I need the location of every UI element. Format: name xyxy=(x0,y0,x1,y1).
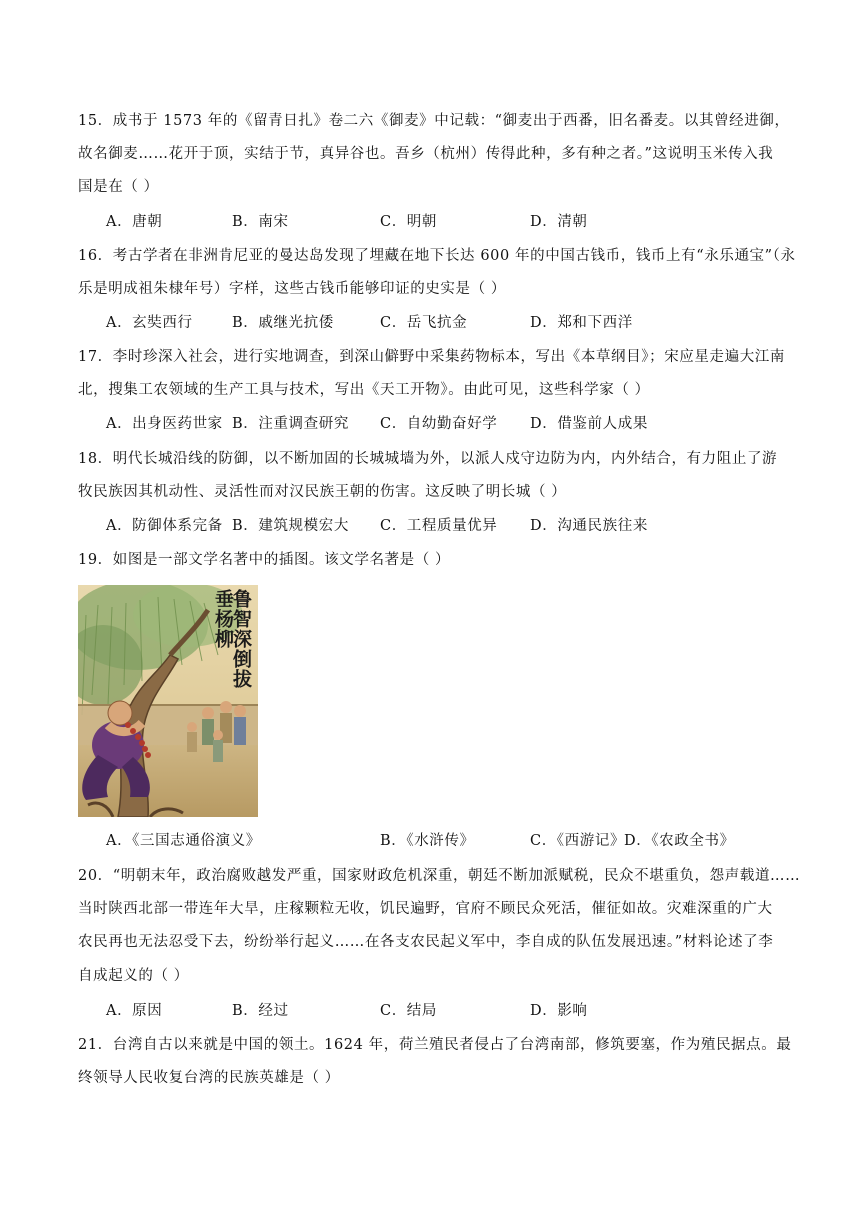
q16-option-a: A．玄奘西行 xyxy=(106,315,193,331)
q17-option-b: B．注重调查研究 xyxy=(232,416,349,432)
q19-option-c: C．《西游记》 xyxy=(530,833,626,849)
q21-line-2: 终领导人民收复台湾的民族英雄是（ ） xyxy=(78,1070,340,1086)
caption-line-2: 垂杨柳 xyxy=(212,589,234,649)
q16-option-c: C．岳飞抗金 xyxy=(380,315,468,331)
q16-line-2: 乐是明成祖朱棣年号）字样，这些古钱币能够印证的史实是（ ） xyxy=(78,281,507,297)
q18-option-c: C．工程质量优异 xyxy=(380,518,498,534)
q19-option-b: B．《水浒传》 xyxy=(380,833,475,849)
q15-option-d: D．清朝 xyxy=(530,214,588,230)
q19-option-a: A．《三国志通俗演义》 xyxy=(106,833,261,849)
q20-line-1: 20．“明朝末年，政治腐败越发严重，国家财政危机深重，朝廷不断加派赋税，民众不堪重负，怨声载道…… xyxy=(78,868,801,884)
q17-option-d: D．借鉴前人成果 xyxy=(530,416,648,432)
q17-option-a: A．出身医药世家 xyxy=(106,416,223,432)
q18-option-a: A．防御体系完备 xyxy=(106,518,223,534)
q15-line-3: 国是在（ ） xyxy=(78,179,159,195)
q15-line-1: 15．成书于 1573 年的《留青日扎》卷二六《御麦》中记载：“御麦出于西番，旧名番麦。以其曾经进御， xyxy=(78,113,790,129)
caption-line-1: 鲁智深倒拔 xyxy=(230,589,252,689)
q18-line-2: 牧民族因其机动性、灵活性而对汉民族王朝的伤害。这反映了明长城（ ） xyxy=(78,484,567,500)
q20-line-2: 当时陕西北部一带连年大旱，庄稼颗粒无收，饥民遍野，官府不顾民众死活，催征如故。灾难深重的广大 xyxy=(78,901,773,917)
q15-line-2: 故名御麦……花开于顶，实结于节，真异谷也。吾乡（杭州）传得此种，多有种之者。”这说明玉米传入我 xyxy=(78,146,774,162)
q17-line-2: 北，搜集工农领域的生产工具与技术，写出《天工开物》。由此可见，这些科学家（ ） xyxy=(78,382,650,398)
q18-line-1: 18．明代长城沿线的防御，以不断加固的长城城墙为外，以派人戍守边防为内，内外结合，有力阻止了游 xyxy=(78,451,778,467)
illustration-lu-zhishen xyxy=(78,585,258,817)
q20-option-d: D．影响 xyxy=(530,1003,588,1019)
q16-option-d: D．郑和下西洋 xyxy=(530,315,633,331)
q20-option-c: C．结局 xyxy=(380,1003,437,1019)
q15-option-a: A．唐朝 xyxy=(106,214,163,230)
q20-option-b: B．经过 xyxy=(232,1003,289,1019)
q15-option-c: C．明朝 xyxy=(380,214,437,230)
q20-line-4: 自成起义的（ ） xyxy=(78,968,189,984)
q15-option-b: B．南宋 xyxy=(232,214,289,230)
q20-line-3: 农民再也无法忍受下去，纷纷举行起义……在各支农民起义军中，李自成的队伍发展迅速。”材料论述了李 xyxy=(78,934,774,950)
q18-option-d: D．沟通民族往来 xyxy=(530,518,648,534)
q17-option-c: C．自幼勤奋好学 xyxy=(380,416,498,432)
q19-line-1: 19．如图是一部文学名著中的插图。该文学名著是（ ） xyxy=(78,552,451,568)
q17-line-1: 17．李时珍深入社会，进行实地调查，到深山僻野中采集药物标本，写出《本草纲目》；宋应星走遍大江南 xyxy=(78,349,785,365)
q21-line-1: 21．台湾自古以来就是中国的领土。1624 年，荷兰殖民者侵占了台湾南部，修筑要塞，作为殖民据点。最 xyxy=(78,1037,792,1053)
q16-option-b: B．戚继光抗倭 xyxy=(232,315,334,331)
q20-option-a: A．原因 xyxy=(106,1003,163,1019)
q16-line-1: 16．考古学者在非洲肯尼亚的曼达岛发现了埋藏在地下长达 600 年的中国古钱币，钱币上有“永乐通宝”（永 xyxy=(78,248,796,264)
q19-option-d: D．《农政全书》 xyxy=(624,833,735,849)
q18-option-b: B．建筑规模宏大 xyxy=(232,518,349,534)
